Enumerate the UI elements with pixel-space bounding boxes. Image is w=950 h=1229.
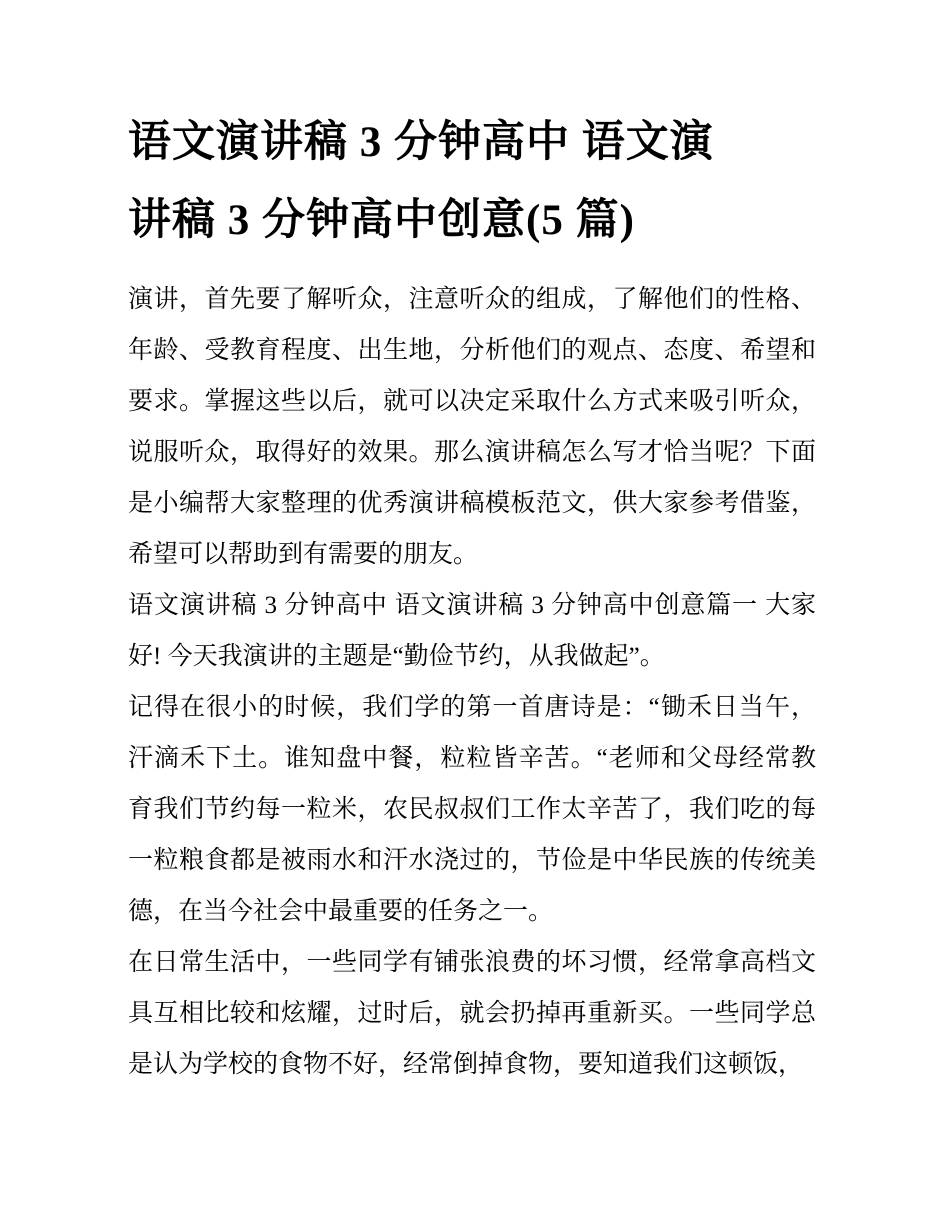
paragraph (128, 580, 816, 682)
text-line: 育我们节约每一粒米，农民叔叔们工作太辛苦了，我们吃的每 (128, 796, 816, 823)
text-line: 具互相比较和炫耀，过时后，就会扔掉再重新买。一些同学总 (128, 1000, 816, 1027)
paragraph (128, 937, 816, 1090)
text-line: 是小编帮大家整理的优秀演讲稿模板范文，供大家参考借鉴， (128, 490, 816, 517)
document-body (128, 274, 816, 1090)
text-line: 要求。掌握这些以后，就可以决定采取什么方式来吸引听众， (128, 388, 816, 415)
text-line: 希望可以帮助到有需要的朋友。 (128, 541, 479, 568)
text-line: 演讲，首先要了解听众，注意听众的组成，了解他们的性格、 (128, 286, 816, 313)
paragraph (128, 682, 816, 937)
text-line: 好! 今天我演讲的主题是“勤俭节约，从我做起”。 (128, 643, 665, 670)
text-line: 是认为学校的食物不好，经常倒掉食物，要知道我们这顿饭， (128, 1051, 804, 1078)
text-line: 记得在很小的时候，我们学的第一首唐诗是：“锄禾日当午， (128, 694, 816, 721)
document-title (128, 104, 822, 260)
title-line: 讲稿 3 分钟高中创意(5 篇) (128, 197, 635, 244)
text-line: 说服听众，取得好的效果。那么演讲稿怎么写才恰当呢？下面 (128, 439, 816, 466)
text-line: 语文演讲稿 3 分钟高中 语文演讲稿 3 分钟高中创意篇一 大家 (128, 592, 816, 619)
text-line: 汗滴禾下土。谁知盘中餐，粒粒皆辛苦。“老师和父母经常教 (128, 745, 816, 772)
title-line: 语文演讲稿 3 分钟高中 语文演 (128, 119, 714, 166)
paragraph (128, 274, 816, 580)
text-line: 一粒粮食都是被雨水和汗水浇过的，节俭是中华民族的传统美 (128, 847, 816, 874)
text-line: 年龄、受教育程度、出生地，分析他们的观点、态度、希望和 (128, 337, 816, 364)
text-line: 德，在当今社会中最重要的任务之一。 (128, 898, 554, 925)
text-line: 在日常生活中，一些同学有铺张浪费的坏习惯，经常拿高档文 (128, 949, 816, 976)
